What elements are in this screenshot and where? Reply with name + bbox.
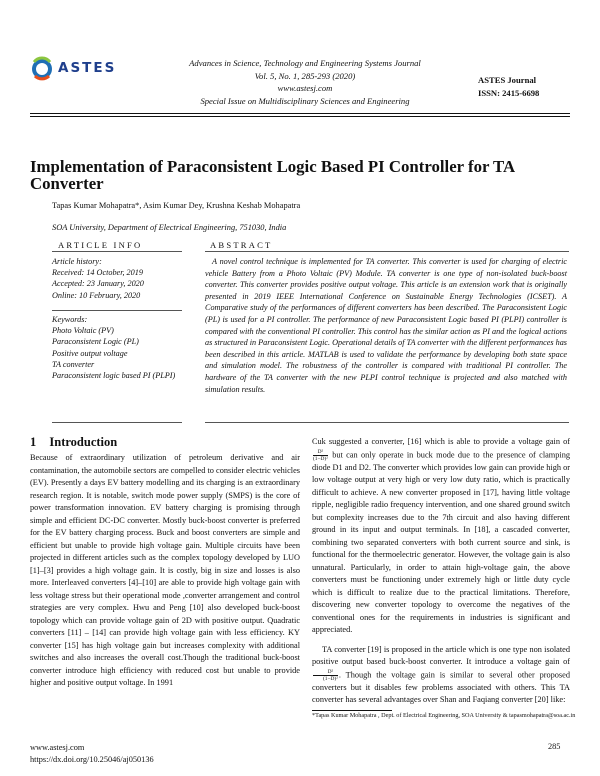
fraction-numerator: D² (313, 669, 338, 676)
logo-text: ASTES (58, 60, 117, 76)
keywords-label: Keywords: (52, 315, 88, 324)
info-bottom-rule (52, 422, 182, 423)
section-heading (30, 435, 117, 450)
page-number: 285 (548, 742, 561, 751)
history-online: Online: 10 February, 2020 (52, 290, 141, 300)
journal-line: Special Issue on Multidisciplinary Sciences and Engineering (200, 95, 410, 106)
section-title: Introduction (49, 435, 118, 449)
history-received: Received: 14 October, 2019 (52, 268, 143, 278)
authors: Tapas Kumar Mohapatra*, Asim Kumar Dey, Krushna Keshab Mohapatra (52, 201, 301, 210)
journal-header (140, 57, 470, 107)
journal-line: Vol. 5, No. 1, 285-293 (2020) (254, 70, 356, 81)
keywords-rule (52, 310, 182, 311)
affiliation: SOA University, Department of Electrical Engineering, 751030, India (52, 223, 287, 232)
abstract-heading: ABSTRACT (210, 240, 273, 250)
intro-column-left (30, 452, 300, 690)
voltage-gain-fraction (313, 669, 338, 682)
keyword: Paraconsistent logic based PI (PLPI) (52, 371, 176, 381)
paragraph-text: TA converter [19] is proposed in the article which is one type non isolated positive output based buck-boost converter. It introduce a voltage gain of (312, 644, 570, 666)
paragraph-text: . Though the voltage gain is similar to several other proposed converters but it disables few problems associated with others. This TA converter has several advantages over Shan and Faqiang converter [20] like: (312, 669, 570, 704)
intro-paragraph-3 (312, 644, 570, 707)
keywords (52, 314, 180, 381)
keyword: Positive output voltage (52, 348, 128, 358)
journal-name: ASTES Journal (478, 75, 537, 85)
intro-paragraph-1: Because of extraordinary utilization of petroleum derivative and air contamination, the automobile sectors are compelled to consider electric vehicles (EV). Presently a days EV battery modelling and its charging is an extraordinary research region. It is notable, switch mode power supply (SMPS) is the core of power transformation innovation. EV battery charging is promising through simple and efficient DC-DC converter. Mostly buck-boost converter is preferred for the EV battery charging process. Buck and boost converters are simple and efficient but unable to provide high voltage gain. Multiple circuits have been projected in different articles such as the complex topology developed by LUO [1]–[3] provides a high voltage gain. It is costly, big in size and losses is also more. Interleaved converters [4]–[10] are able to provide high voltage gain with less voltage stress but their operational mode ,converter arrangement and control strategies are very complex. Hwu and Peng [10] also developed buck-boost topology which can provide voltage gain of 2D with positive output. Quadratic converters [11] – [14] can provide high voltage gain with less efficiency. KY converter [15] has high voltage gain but increases complexity with additional switches and also increases the overall cost.Though the traditional buck-boost converter introduce high efficiency with reduced cost but unable to provide higher and positive output voltage. In 1991 (30, 453, 300, 687)
voltage-gain-fraction (313, 449, 328, 462)
paper-title: Implementation of Paraconsistent Logic Based PI Controller for TA Converter (30, 157, 515, 193)
footer-doi-link[interactable]: https://dx.doi.org/10.25046/aj050136 (30, 755, 154, 764)
issn: ISSN: 2415-6698 (478, 87, 540, 98)
fraction-denominator: (1−D)² (323, 675, 338, 682)
footnote-rule (312, 710, 392, 711)
journal-line[interactable]: www.astesj.com (277, 83, 333, 93)
keyword: TA converter (52, 359, 95, 369)
intro-column-right (312, 436, 570, 707)
keyword: Photo Voltaic (PV) (52, 326, 114, 336)
section-number: 1 (30, 435, 37, 449)
keyword: Paraconsistent Logic (PL) (52, 337, 139, 347)
header-rule-bottom (30, 116, 570, 117)
article-info-heading: ARTICLE INFO (58, 240, 143, 250)
fraction-denominator: (1−D)² (313, 455, 328, 462)
abstract-bottom-rule (205, 422, 569, 423)
article-info-rule (52, 251, 182, 252)
abstract-text: A novel control technique is implemented for TA converter. This converter is used for charging of electric vehicle Battery from a Photo Voltaic (PV) Module. TA converter is one type of non-isolated buck-boost converter. This converter provides positive output voltage. This article is an extension work that is originally presented in 2019 IEEE International Conference on Sustainable Energy Technologies (ICSET). A Comparative study of the performances of different converters has been described. The Paraconsistent Logic (PL) is used for a PI controller. The performance of new Paraconsistent Logic based PI (PLPI) controller is compared with the conventional PI controller. This control has the similar action as PI and the logical actions as structured in Paraconsistent Logic. Operational details of TA converter with the different performances has been described in this article. MATLAB is used to validate the performance by developing both state space and simulation model. The robustness of the controller is compared with traditional PI controller. The hardware of the TA converter with the new PLPI control technique is projected and also matched with simulation results. (205, 257, 567, 394)
article-history (52, 256, 180, 301)
fraction-numerator: D² (313, 449, 328, 456)
history-label: Article history: (52, 257, 102, 266)
journal-line: Advances in Science, Technology and Engineering Systems Journal (189, 58, 421, 68)
paragraph-text: but can only operate in buck mode due to the presence of clamping diode D1 and D2. The converter which provides low gain can provide high or low voltage output at very high or very low duty ratio, which is practically difficult to achieve. A new converter proposed in [17], having little voltage ripple, negligible radio frequency intervention, and one shared ground switch but complexity increases due to the 7th circuit and also having different ground in its input and output terminals. In [18], a cascaded converter, combining two separated converters with both current source and sink, is functional for the thermoelectric generator. However, the voltage gain is also unnatural. Particularly, in order to attain high-voltage gain, the above converters must be functioning under extremely high or little duty cycle which is difficult to realize due to the practical limitations. Therefore, discovering new converter topology to overcome the negatives of the conventional ones for the requirements in industries is significant and appreciated. (312, 449, 571, 634)
header-rule-top (30, 113, 570, 114)
journal-id-box (478, 74, 574, 99)
paragraph-text: Cuk suggested a converter, [16] which is able to provide a voltage gain of (312, 437, 570, 446)
abstract-rule (205, 251, 569, 252)
intro-paragraph-2 (312, 436, 570, 637)
footer-site-link[interactable]: www.astesj.com (30, 743, 85, 752)
history-accepted: Accepted: 23 January, 2020 (52, 279, 144, 289)
footnote: *Tapas Kumar Mohapatra , Dept. of Electrical Engineering, SOA University & tapasmohapatra@soa.ac.in (312, 712, 576, 719)
footer (30, 742, 154, 766)
